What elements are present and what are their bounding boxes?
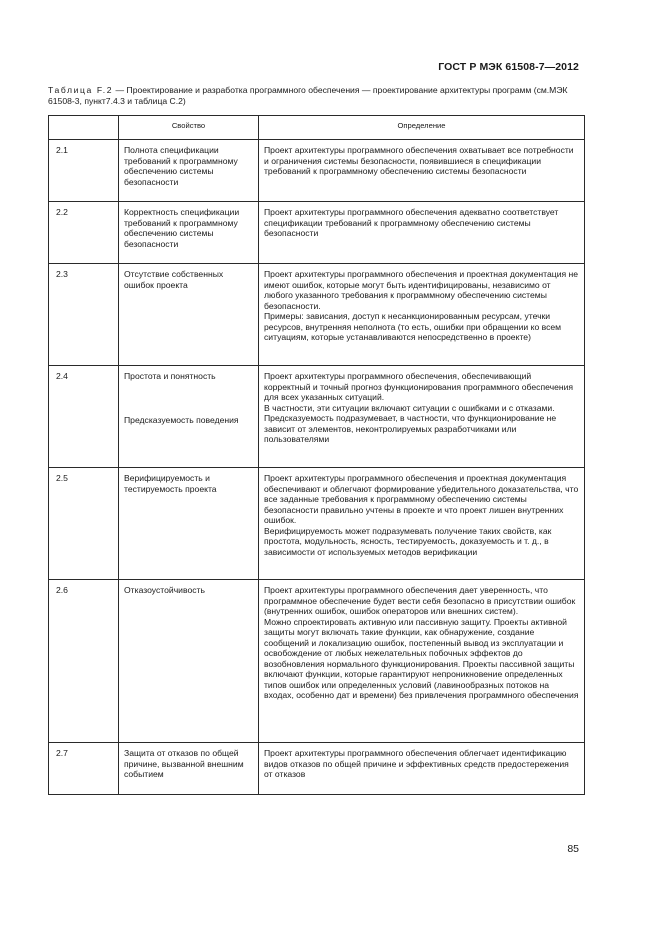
table-row [49, 743, 585, 795]
row-property-part: Предсказуемость поведения [124, 414, 239, 425]
table-row [49, 202, 585, 264]
column-header-number [49, 116, 119, 140]
row-property: Защита от отказов по общей причине, вызванной внешним событием [119, 743, 259, 795]
row-number: 2.2 [49, 202, 119, 264]
row-definition: Проект архитектуры программного обеспечения и проектная документация не имеют ошибок, которые могут быть идентифицированы, независимо от любого указанного требования к программному обеспечению системы безопасности. Примеры: зависания, доступ к несанкционированным ресурсам, утечки ресурсов, внутренняя неполнота (то есть, ошибки при обращении ко всем ситуациям, которые устанавливаются непосредственно в проекте) [259, 264, 585, 366]
column-header-property: Свойство [119, 116, 259, 140]
row-number: 2.7 [49, 743, 119, 795]
row-property-part: Простота и понятность [124, 371, 216, 381]
row-number: 2.6 [49, 580, 119, 743]
row-definition: Проект архитектуры программного обеспечения, обеспечивающий корректный и точный прогноз функционирования программного обеспечения для всех указанных ситуаций. В частности, эти ситуации включают ситуации с ошибками и с отказами. Предсказуемость подразумевает, в частности, что функционирование не зависит от элементов, неконтролируемых разработчиками или пользователями [259, 366, 585, 468]
table-row [49, 140, 585, 202]
table-caption [48, 85, 588, 106]
properties-table [48, 115, 585, 795]
page-number: 85 [567, 843, 579, 855]
table-row [49, 468, 585, 580]
row-property: Верифицируемость и тестируемость проекта [119, 468, 259, 580]
row-number: 2.5 [49, 468, 119, 580]
row-definition: Проект архитектуры программного обеспечения облегчает идентификацию видов отказов по общей причине и эффективных средств предостережения от отказов [259, 743, 585, 795]
table-row [49, 580, 585, 743]
table-row [49, 366, 585, 468]
row-definition: Проект архитектуры программного обеспечения охватывает все потребности и ограничения системы безопасности, появившиеся в спецификации требований к программному обеспечению системы безопасности [259, 140, 585, 202]
table-label: Таблица F.2 [48, 85, 114, 95]
row-property [119, 366, 259, 468]
row-property: Отказоустойчивость [119, 580, 259, 743]
table-row [49, 264, 585, 366]
row-number: 2.4 [49, 366, 119, 468]
row-property: Полнота спецификации требований к программному обеспечению системы безопасности [119, 140, 259, 202]
row-definition: Проект архитектуры программного обеспечения адекватно соответствует спецификации требований к программному обеспечению системы безопасности [259, 202, 585, 264]
row-property: Отсутствие собственных ошибок проекта [119, 264, 259, 366]
document-header: ГОСТ Р МЭК 61508-7—2012 [438, 61, 579, 73]
row-number: 2.3 [49, 264, 119, 366]
row-definition: Проект архитектуры программного обеспечения и проектная документация обеспечивают и облегчают формирование убедительного доказательства, что все заданные требования к программному обеспечению системы безопасности правильно учтены в проекте и что проект лишен внутренних ошибок. Верифицируемость может подразумевать получение таких свойств, как простота, модульность, ясность, тестируемость, доказуемость и т. д., в зависимости от используемых методов верификации [259, 468, 585, 580]
table-caption-text: — Проектирование и разработка программного обеспечения — проектирование архитектуры программ (см.МЭК 61508-3, пункт7.4.3 и таблица С.2) [48, 85, 568, 106]
column-header-definition: Определение [259, 116, 585, 140]
row-definition: Проект архитектуры программного обеспечения дает уверенность, что программное обеспечение будет вести себя безопасно в присутствии ошибок (внутренних ошибок, ошибок операторов или внешних систем). Можно спроектировать активную или пассивную защиту. Проекты активной защиты могут включать такие функции, как обнаружение, создание сообщений и локализацию ошибок, постепенный вывод из эксплуатации и освобождение от любых нежелательных побочных эффектов до возобновления нормального функционирования. Проекты пассивной защиты включают функции, которые гарантируют непроникновение определенных типов ошибок или определенных условий (лавинообразных потоков на входах, особенно дат и времени) без привлечения программного обеспечения [259, 580, 585, 743]
table-header-row [49, 116, 585, 140]
row-property: Корректность спецификации требований к программному обеспечению системы безопасности [119, 202, 259, 264]
row-number: 2.1 [49, 140, 119, 202]
